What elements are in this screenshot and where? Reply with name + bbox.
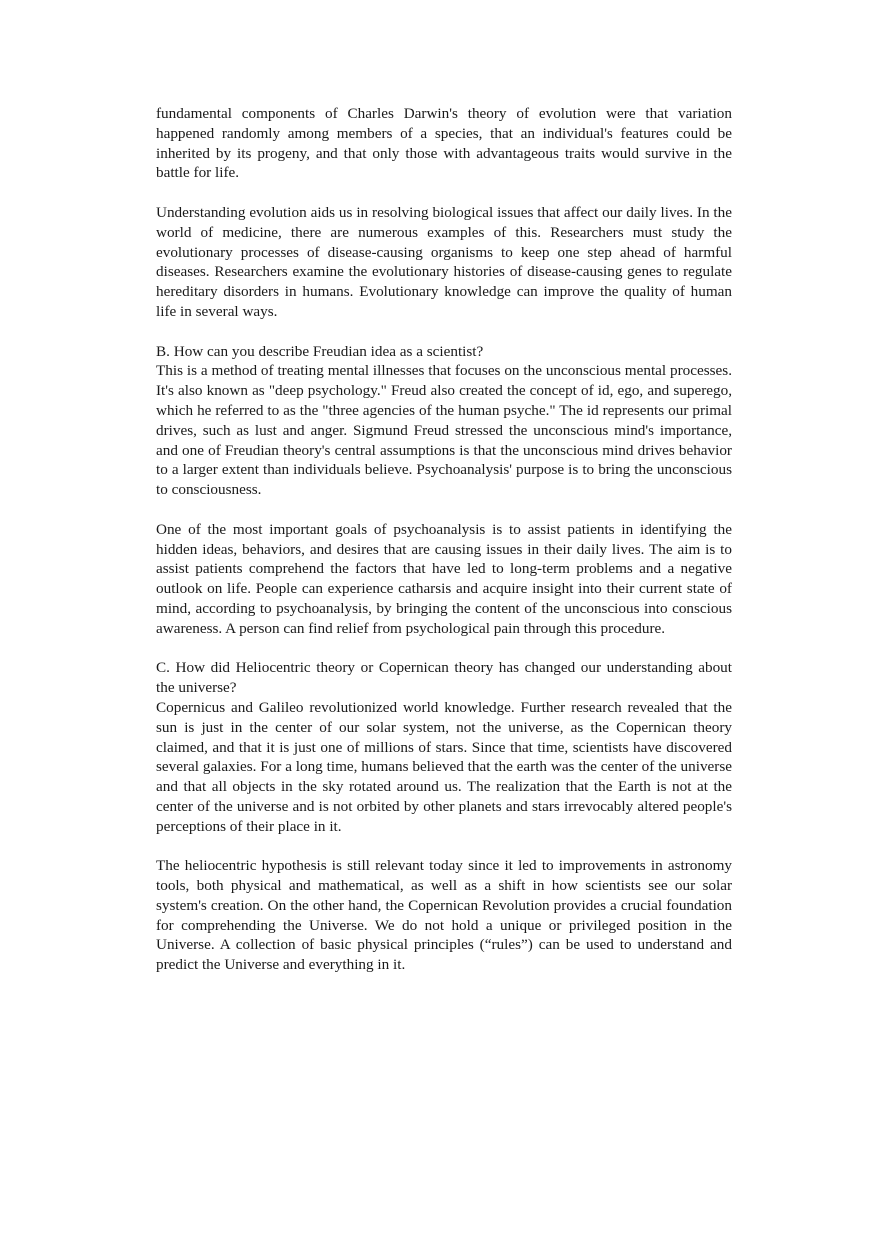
document-body [156, 104, 732, 975]
paragraph-freud: This is a method of treating mental illnesses that focuses on the unconscious mental processes. It's also known as "deep psychology." Freud also created the concept of id, ego, and superego, which he referred to as the "three agencies of the human psyche." The id represents our primal drives, such as lust and anger. Sigmund Freud stressed the unconscious mind's importance, and one of Freudian theory's central assumptions is that the unconscious mind drives behavior to a larger extent than individuals believe. Psychoanalysis' purpose is to bring the unconscious to consciousness. [156, 362, 732, 499]
paragraph-gap [156, 322, 732, 342]
question-b-heading: B. How can you describe Freudian idea as a scientist? [156, 342, 484, 360]
paragraph-heliocentric: The heliocentric hypothesis is still relevant today since it led to improvements in astronomy tools, both physical and mathematical, as well as a shift in how scientists see our solar system's creation. On the other hand, the Copernican Revolution provides a crucial foundation for comprehending the Universe. We do not hold a unique or privileged position in the Universe. A collection of basic physical principles (“rules”) can be used to understand and predict the Universe and everything in it. [156, 857, 732, 974]
paragraph-gap [156, 639, 732, 659]
paragraph-gap [156, 183, 732, 203]
paragraph-gap [156, 836, 732, 856]
question-c-heading: C. How did Heliocentric theory or Copernican theory has changed our understanding about the universe? [156, 659, 732, 697]
paragraph-psychoanalysis: One of the most important goals of psychoanalysis is to assist patients in identifying the hidden ideas, behaviors, and desires that are causing issues in their daily lives. The aim is to assist patients comprehend the factors that have led to long-term problems and a negative outlook on life. People can experience catharsis and acquire insight into their current state of mind, according to psychoanalysis, by bringing the content of the unconscious into conscious awareness. A person can find relief from psychological pain through this procedure. [156, 520, 732, 637]
paragraph-gap [156, 500, 732, 520]
paragraph-evolution: Understanding evolution aids us in resolving biological issues that affect our daily lives. In the world of medicine, there are numerous examples of this. Researchers must study the evolutionary processes of disease-causing organisms to keep one step ahead of harmful diseases. Researchers examine the evolutionary histories of disease-causing genes to regulate hereditary disorders in humans. Evolutionary knowledge can improve the quality of human life in several ways. [156, 203, 732, 320]
paragraph-darwin: fundamental components of Charles Darwin's theory of evolution were that variation happened randomly among members of a species, that an individual's features could be inherited by its progeny, and that only those with advantageous traits would survive in the battle for life. [156, 105, 732, 182]
paragraph-copernicus: Copernicus and Galileo revolutionized world knowledge. Further research revealed that the sun is just in the center of our solar system, not the universe, as the Copernican theory claimed, and that it is just one of millions of stars. Since that time, scientists have discovered several galaxies. For a long time, humans believed that the earth was the center of the universe and that all objects in the sky rotated around us. The realization that the Earth is not at the center of the universe and is not orbited by other planets and stars irrevocably altered people's perceptions of their place in it. [156, 698, 732, 835]
